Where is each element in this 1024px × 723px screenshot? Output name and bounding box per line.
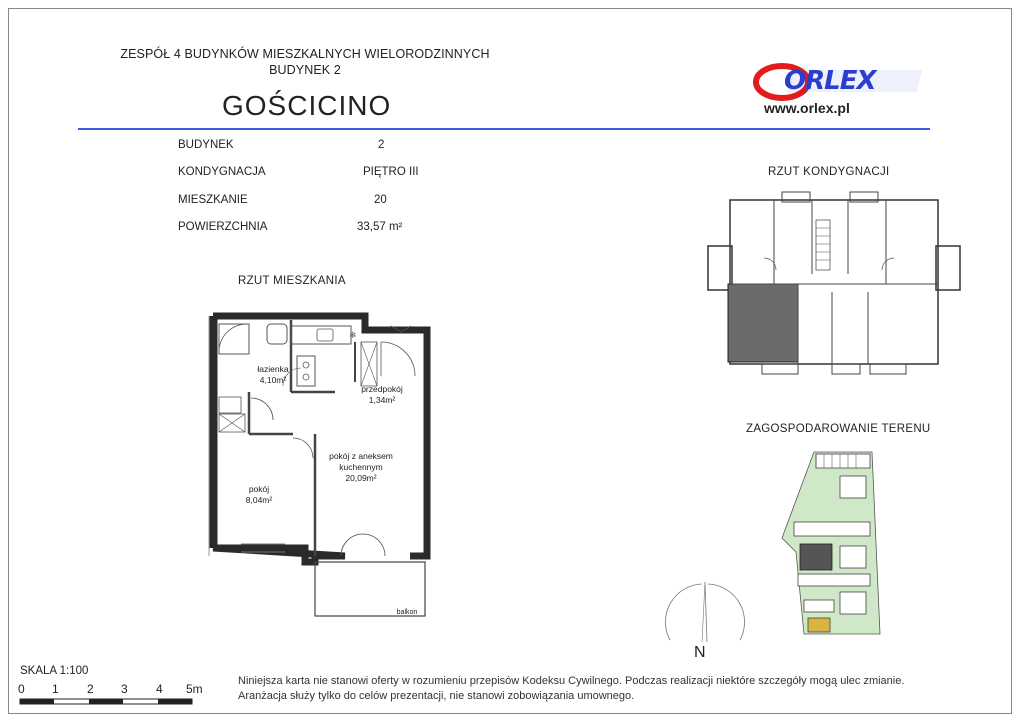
info-value-apartment: 20 [374,194,387,206]
room-hall-name: przedpokój [361,384,403,394]
apartment-floor-plan [205,312,435,622]
logo-url: www.orlex.pl [764,100,850,116]
disclaimer-line2: Aranżacja służy tylko do celów prezentacji, nie stanowi zobowiązania umownego. [238,690,635,702]
city-name: GOŚCICINO [222,90,392,121]
info-label-building: BUDYNEK [178,139,234,151]
info-label-apartment: MIESZKANIE [178,194,248,206]
info-label-floor: KONDYGNACJA [178,166,266,178]
scale-tick-1: 1 [52,682,59,696]
scale-tick-4: 4 [156,682,163,696]
site-plan-caption: ZAGOSPODAROWANIE TERENU [746,423,931,435]
room-balcony-name: balkon [396,609,418,616]
room-living-name: pokój z aneksem kuchennym [329,451,393,472]
room-bedroom-area: 8,04m² [245,495,273,505]
scale-label: SKALA 1:100 [20,665,89,677]
disclaimer-line1: Niniejsza karta nie stanowi oferty w rozumieniu przepisów Kodeksu Cywilnego. Podczas realizacji niektóre szczegóły mogą ulec zmianie. [238,675,905,687]
apartment-plan-caption: RZUT MIESZKANIA [238,275,346,287]
svg-text:❄: ❄ [349,331,357,341]
project-title: ZESPÓŁ 4 BUDYNKÓW MIESZKALNYCH WIELORODZINNYCH [120,47,490,61]
orlex-logo [752,62,932,122]
north-label: N [694,644,706,661]
building-subtitle: BUDYNEK 2 [269,63,341,77]
room-bathroom-area: 4,10m² [259,375,287,385]
info-value-building: 2 [378,139,385,151]
header-divider [78,128,930,130]
info-value-floor: PIĘTRO III [363,166,419,178]
room-bedroom-name: pokój [248,484,270,494]
info-value-area: 33,57 m² [357,221,403,233]
site-plan [780,448,880,638]
room-hall-area: 1,34m² [368,395,396,405]
room-bathroom-name: łazienka [257,364,289,374]
scale-tick-2: 2 [87,682,94,696]
info-label-area: POWIERZCHNIA [178,221,268,233]
building-floor-plan [704,188,960,388]
scale-tick-0: 0 [18,682,25,696]
scale-tick-5: 5m [186,682,203,696]
scale-tick-3: 3 [121,682,128,696]
scale-bar [20,698,210,706]
floor-plan-caption: RZUT KONDYGNACJI [768,166,890,178]
logo-brand: ORLEX [784,66,876,96]
room-living-area: 20,09m² [345,473,377,483]
